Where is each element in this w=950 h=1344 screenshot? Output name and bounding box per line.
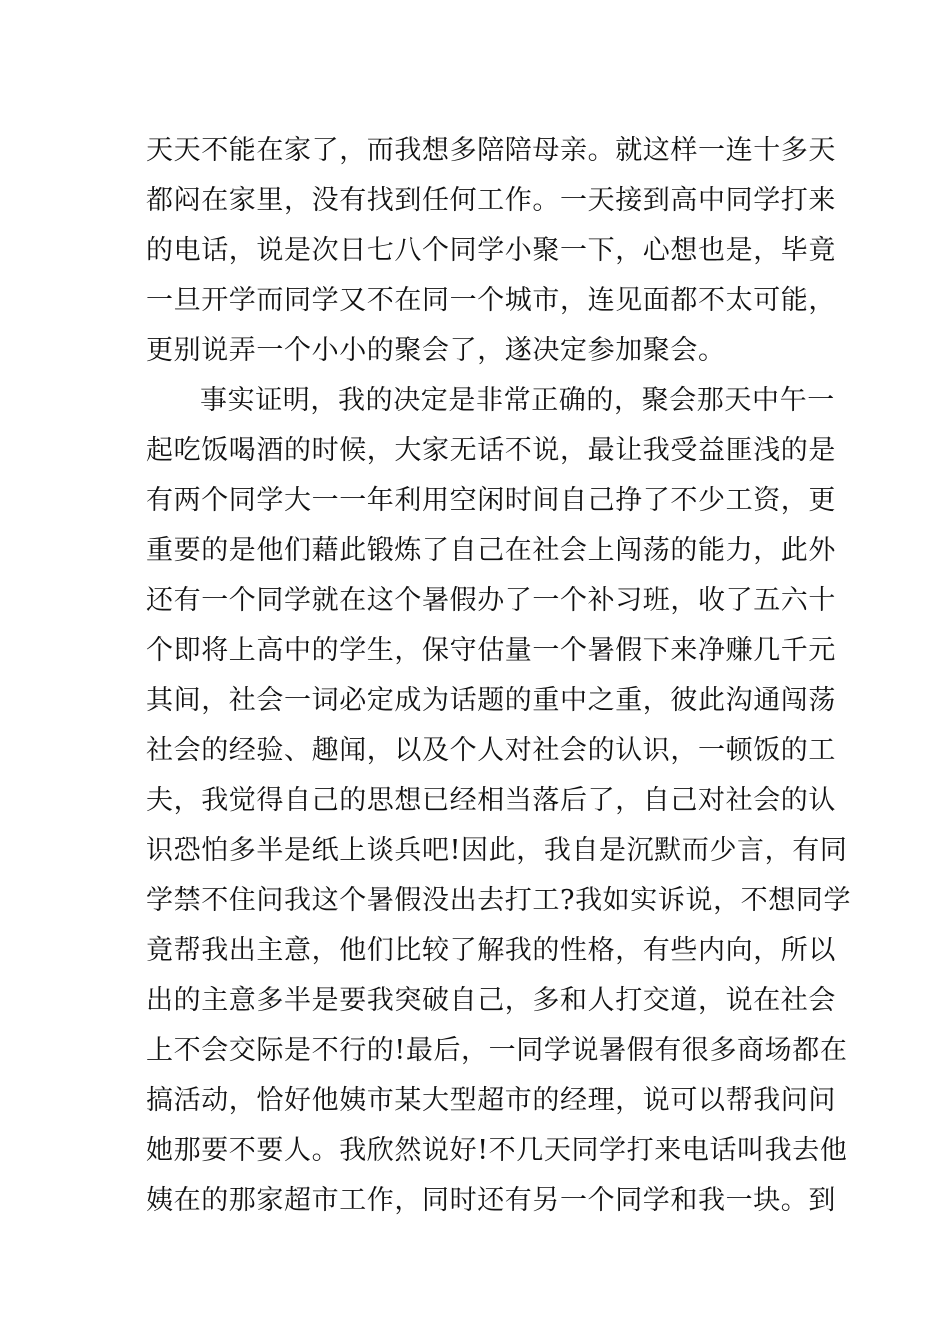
text-line-20: 搞活动，恰好他姨市某大型超市的经理，说可以帮我问问 (146, 1085, 836, 1116)
text-line-9: 重要的是他们藉此锻炼了自己在社会上闯荡的能力，此外 (146, 535, 836, 566)
text-line-3: 的电话，说是次日七八个同学小聚一下，心想也是，毕竟 (146, 235, 836, 266)
text-line-2: 都闷在家里，没有找到任何工作。一天接到高中同学打来 (146, 185, 836, 216)
text-line-13: 社会的经验、趣闻，以及个人对社会的认识，一顿饭的工 (146, 735, 836, 766)
paragraph-start-line: 事实证明，我的决定是非常正确的，聚会那天中午一 (200, 385, 835, 416)
body-text (146, 126, 852, 1226)
text-line-7: 起吃饭喝酒的时候，大家无话不说，最让我受益匪浅的是 (146, 435, 836, 466)
text-line-1: 天天不能在家了，而我想多陪陪母亲。就这样一连十多天 (146, 135, 836, 166)
text-line-14: 夫，我觉得自己的思想已经相当落后了，自己对社会的认 (146, 785, 836, 816)
text-line-11: 个即将上高中的学生，保守估量一个暑假下来净赚几千元 (146, 635, 836, 666)
text-line-8: 有两个同学大一一年利用空闲时间自己挣了不少工资，更 (146, 485, 836, 516)
text-line-19: 上不会交际是不行的!最后，一同学说暑假有很多商场都在 (146, 1035, 848, 1066)
text-line-21: 她那要不要人。我欣然说好!不几天同学打来电话叫我去他 (146, 1135, 848, 1166)
text-line-22: 姨在的那家超市工作，同时还有另一个同学和我一块。到 (146, 1185, 836, 1216)
text-line-12: 其间，社会一词必定成为话题的重中之重，彼此沟通闯荡 (146, 685, 836, 716)
text-line-15: 识恐怕多半是纸上谈兵吧!因此，我自是沉默而少言，有同 (146, 835, 848, 866)
text-line-4: 一旦开学而同学又不在同一个城市，连见面都不太可能， (146, 285, 836, 316)
text-line-5: 更别说弄一个小小的聚会了，遂决定参加聚会。 (146, 335, 726, 366)
text-line-16: 学禁不住问我这个暑假没出去打工?我如实诉说，不想同学 (146, 885, 852, 916)
text-line-17: 竟帮我出主意，他们比较了解我的性格，有些内向，所以 (146, 935, 836, 966)
text-line-10: 还有一个同学就在这个暑假办了一个补习班，收了五六十 (146, 585, 836, 616)
text-line-18: 出的主意多半是要我突破自己，多和人打交道，说在社会 (146, 985, 836, 1016)
